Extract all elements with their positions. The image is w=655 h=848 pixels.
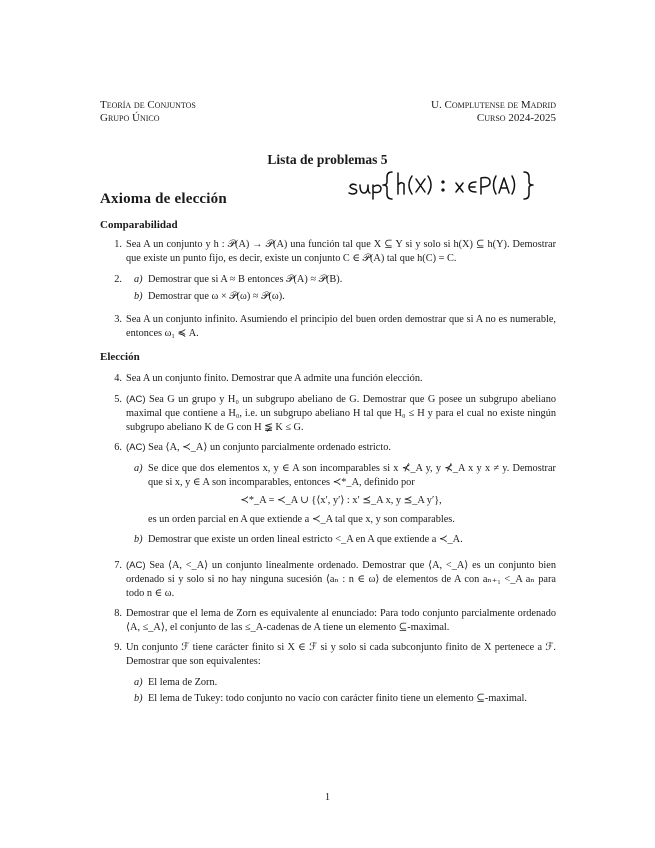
item-text: Demostrar que ω × 𝒫(ω) ≈ 𝒫(ω). [148, 290, 285, 302]
subsection-eleccion: Elección [100, 351, 140, 363]
problem-number: 5. [114, 394, 122, 405]
item-text: El lema de Tukey: todo conjunto no vacío con carácter finito tiene un elemento ⊆-maximal. [148, 693, 527, 705]
problem-text: Sea A un conjunto y h : 𝒫(A) → 𝒫(A) una función tal que X ⊆ Y si y solo si h(X) ⊆ h(Y). Demostrar que existe un punto fijo, es decir, existe un conjunto C ∈ 𝒫(A) tal que h(C) = C. [126, 239, 556, 264]
item-label: a) [134, 274, 143, 285]
display-formula: ≺*_A = ≺_A ∪ {⟨x′, y′⟩ : x′ ⪯_A x, y ⪯_A y′}, [240, 495, 442, 507]
problem-6a-continuation: es un orden parcial en A que extiende a ≺_A tal que x, y son comparables. [148, 514, 455, 526]
problem-text: Sea A un conjunto finito. Demostrar que A admite una función elección. [126, 373, 423, 384]
problem-text: Un conjunto ℱ tiene carácter finito si X ∈ ℱ si y solo si cada subconjunto finito de X pertenece a ℱ. Demostrar que son equivalentes: [126, 642, 556, 667]
problem-text: Sea A un conjunto infinito. Asumiendo el principio del buen orden demostrar que si A no es numerable, entonces ω₁ ≼ A. [126, 314, 556, 339]
problem-9 [100, 641, 556, 706]
problem-9b [126, 692, 556, 706]
problem-number: 4. [114, 373, 122, 384]
problem-number: 6. [114, 442, 122, 453]
problem-text: (AC) Sea ⟨A, <_A⟩ un conjunto linealmente ordenado. Demostrar que ⟨A, <_A⟩ es un conjunto bien ordenado si y solo si no hay ninguna sucesión ⟨aₙ : n ∈ ω⟩ de elementos de A con aₙ₊₁ <_A aₙ para todo n ∈ ω. [126, 560, 556, 599]
page-number: 1 [324, 792, 331, 803]
header-left [100, 99, 196, 125]
problem-text: (AC) Sea G un grupo y H₀ un subgrupo abeliano de G. Demostrar que G posee un subgrupo abeliano maximal que contiene a H₀, i.e. un subgrupo abeliano H tal que H₀ ≤ H y para el cual no existe ningún subgrupo abeliano K de G con H ≨ K ≤ G. [126, 394, 557, 433]
course-name: Teoría de Conjuntos [100, 99, 196, 111]
item-label: b) [134, 693, 143, 705]
ac-tag: (AC) [126, 442, 146, 453]
item-text: Demostrar que si A ≈ B entonces 𝒫(A) ≈ 𝒫(B). [148, 274, 343, 285]
problem-6 [100, 441, 556, 547]
ac-tag: (AC) [126, 560, 146, 571]
problem-text: (AC) Sea ⟨A, ≺_A⟩ un conjunto parcialmente ordenado estricto. [126, 442, 391, 453]
problem-4 [100, 372, 556, 386]
problem-6a [126, 462, 556, 490]
page-title: Lista de problemas 5 [267, 152, 388, 167]
handwritten-annotation [346, 168, 546, 200]
problem-1 [100, 238, 556, 266]
group-name: Grupo Único [100, 112, 160, 124]
problem-9a [126, 676, 556, 690]
header-right [431, 99, 556, 125]
problem-2b [126, 290, 556, 304]
problem-5 [100, 393, 556, 434]
problem-7 [100, 559, 556, 600]
problem-3 [100, 313, 556, 341]
problem-text: Demostrar que el lema de Zorn es equivalente al enunciado: Para todo conjunto parcialmente ordenado ⟨A, ≤_A⟩, el conjunto de las ≤_A-cadenas de A tiene un elemento ⊆-maximal. [126, 608, 556, 633]
problem-number: 1. [114, 239, 122, 250]
problem-number: 8. [114, 608, 122, 619]
problem-number: 9. [114, 642, 122, 653]
problem-8 [100, 607, 556, 635]
item-label: b) [134, 290, 143, 302]
subsection-comparabilidad: Comparabilidad [100, 219, 178, 231]
item-label: a) [134, 676, 143, 688]
section-heading: Axioma de elección [100, 191, 227, 207]
item-label: b) [134, 533, 143, 545]
item-text: Demostrar que existe un orden lineal estricto <_A en A que extiende a ≺_A. [148, 533, 463, 545]
problem-2a [126, 273, 556, 287]
ac-tag: (AC) [126, 394, 146, 405]
item-label: a) [134, 462, 143, 474]
item-text: Se dice que dos elementos x, y ∈ A son incomparables si x ⊀_A y, y ⊀_A x y x ≠ y. Demostrar que si x, y ∈ A son incomparables, entonces ≺*_A, definido por [148, 462, 556, 488]
item-text: El lema de Zorn. [148, 676, 218, 688]
problem-number: 2. [114, 274, 122, 285]
academic-year: Curso 2024-2025 [476, 112, 556, 124]
problem-2 [100, 273, 556, 304]
university-name: U. Complutense de Madrid [431, 99, 556, 111]
problem-number: 7. [114, 560, 122, 571]
problem-number: 3. [114, 314, 122, 325]
problem-6b [126, 533, 556, 547]
